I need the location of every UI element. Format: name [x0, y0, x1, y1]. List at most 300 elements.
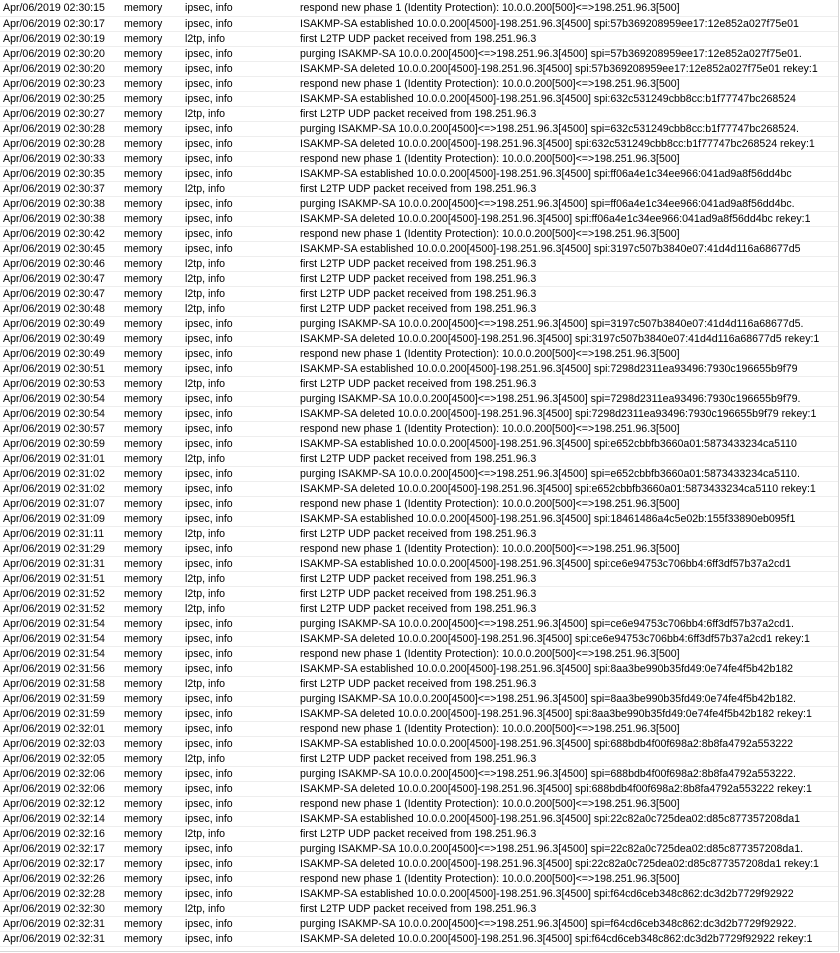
log-topics: ipsec, info [185, 423, 233, 435]
log-row[interactable] [0, 662, 838, 677]
log-topics: ipsec, info [185, 138, 233, 150]
log-buffer: memory [124, 288, 163, 300]
log-buffer: memory [124, 783, 163, 795]
log-row[interactable] [0, 242, 838, 257]
log-buffer: memory [124, 33, 163, 45]
log-time: Apr/06/2019 02:30:49 [3, 318, 105, 330]
log-time: Apr/06/2019 02:30:51 [3, 363, 105, 375]
log-time: Apr/06/2019 02:31:31 [3, 558, 105, 570]
log-message: respond new phase 1 (Identity Protection): 10.0.0.200[500]<=>198.251.96.3[500] [300, 78, 680, 90]
log-message: ISAKMP-SA deleted 10.0.0.200[4500]-198.251.96.3[4500] spi:ff06a4e1c34ee966:041ad9a8f56dd4bc rekey:1 [300, 213, 811, 225]
log-row[interactable] [0, 182, 838, 197]
log-message: first L2TP UDP packet received from 198.251.96.3 [300, 183, 537, 195]
log-topics: ipsec, info [185, 768, 233, 780]
log-topics: ipsec, info [185, 918, 233, 930]
log-time: Apr/06/2019 02:31:52 [3, 603, 105, 615]
log-time: Apr/06/2019 02:31:52 [3, 588, 105, 600]
log-buffer: memory [124, 93, 163, 105]
log-topics: ipsec, info [185, 813, 233, 825]
log-time: Apr/06/2019 02:30:59 [3, 438, 105, 450]
log-time: Apr/06/2019 02:30:17 [3, 18, 105, 30]
log-time: Apr/06/2019 02:30:20 [3, 48, 105, 60]
log-row[interactable] [0, 377, 838, 392]
log-row[interactable] [0, 812, 838, 827]
log-time: Apr/06/2019 02:32:03 [3, 738, 105, 750]
log-time: Apr/06/2019 02:32:30 [3, 903, 105, 915]
log-message: first L2TP UDP packet received from 198.251.96.3 [300, 273, 537, 285]
log-buffer: memory [124, 393, 163, 405]
log-topics: ipsec, info [185, 153, 233, 165]
log-topics: ipsec, info [185, 168, 233, 180]
log-topics: l2tp, info [185, 108, 226, 120]
log-row[interactable] [0, 902, 838, 917]
log-topics: ipsec, info [185, 558, 233, 570]
log-time: Apr/06/2019 02:31:02 [3, 468, 105, 480]
log-time: Apr/06/2019 02:31:54 [3, 633, 105, 645]
log-row[interactable] [0, 0, 838, 17]
log-time: Apr/06/2019 02:30:28 [3, 138, 105, 150]
log-topics: ipsec, info [185, 483, 233, 495]
log-row[interactable] [0, 197, 838, 212]
log-buffer: memory [124, 303, 163, 315]
log-buffer: memory [124, 858, 163, 870]
log-row[interactable] [0, 542, 838, 557]
log-time: Apr/06/2019 02:30:20 [3, 63, 105, 75]
log-time: Apr/06/2019 02:30:38 [3, 213, 105, 225]
log-message: ISAKMP-SA established 10.0.0.200[4500]-198.251.96.3[4500] spi:e652cbbfb3660a01:5873433234ca5110 [300, 438, 797, 450]
log-message: purging ISAKMP-SA 10.0.0.200[4500]<=>198.251.96.3[4500] spi=688bdb4f00f698a2:8b8fa4792a553222. [300, 768, 796, 780]
log-message: ISAKMP-SA deleted 10.0.0.200[4500]-198.251.96.3[4500] spi:632c531249cbb8cc:b1f77747bc268524 rekey:1 [300, 138, 815, 150]
log-message: ISAKMP-SA established 10.0.0.200[4500]-198.251.96.3[4500] spi:ce6e94753c706bb4:6ff3df57b37a2cd1 [300, 558, 792, 570]
log-buffer: memory [124, 423, 163, 435]
log-message: first L2TP UDP packet received from 198.251.96.3 [300, 828, 537, 840]
log-row[interactable] [0, 512, 838, 527]
log-buffer: memory [124, 828, 163, 840]
log-buffer: memory [124, 78, 163, 90]
log-time: Apr/06/2019 02:31:11 [3, 528, 105, 540]
log-buffer: memory [124, 258, 163, 270]
log-topics: ipsec, info [185, 123, 233, 135]
log-topics: l2tp, info [185, 33, 226, 45]
log-topics: l2tp, info [185, 753, 226, 765]
log-buffer: memory [124, 198, 163, 210]
log-topics: l2tp, info [185, 183, 226, 195]
log-time: Apr/06/2019 02:32:14 [3, 813, 105, 825]
log-topics: ipsec, info [185, 213, 233, 225]
log-message: respond new phase 1 (Identity Protection): 10.0.0.200[500]<=>198.251.96.3[500] [300, 348, 680, 360]
log-row[interactable] [0, 497, 838, 512]
log-row[interactable] [0, 92, 838, 107]
log-message: first L2TP UDP packet received from 198.251.96.3 [300, 108, 537, 120]
log-row[interactable] [0, 917, 838, 932]
log-buffer: memory [124, 873, 163, 885]
log-message: ISAKMP-SA established 10.0.0.200[4500]-198.251.96.3[4500] spi:7298d2311ea93496:7930c196655b9f79 [300, 363, 798, 375]
log-buffer: memory [124, 138, 163, 150]
log-row[interactable] [0, 482, 838, 497]
log-topics: ipsec, info [185, 468, 233, 480]
log-row[interactable] [0, 602, 838, 617]
log-topics: l2tp, info [185, 903, 226, 915]
log-topics: ipsec, info [185, 783, 233, 795]
log-time: Apr/06/2019 02:30:19 [3, 33, 105, 45]
log-row[interactable] [0, 467, 838, 482]
log-topics: ipsec, info [185, 93, 233, 105]
log-message: purging ISAKMP-SA 10.0.0.200[4500]<=>198.251.96.3[4500] spi=ce6e94753c706bb4:6ff3df57b37a2cd1. [300, 618, 795, 630]
log-topics: l2tp, info [185, 453, 226, 465]
log-buffer: memory [124, 588, 163, 600]
log-time: Apr/06/2019 02:30:28 [3, 123, 105, 135]
log-buffer: memory [124, 633, 163, 645]
log-row[interactable] [0, 407, 838, 422]
log-message: purging ISAKMP-SA 10.0.0.200[4500]<=>198.251.96.3[4500] spi=632c531249cbb8cc:b1f77747bc268524. [300, 123, 799, 135]
log-row[interactable] [0, 317, 838, 332]
log-time: Apr/06/2019 02:30:38 [3, 198, 105, 210]
log-time: Apr/06/2019 02:30:53 [3, 378, 105, 390]
log-message: purging ISAKMP-SA 10.0.0.200[4500]<=>198.251.96.3[4500] spi=e652cbbfb3660a01:5873433234ca5110. [300, 468, 800, 480]
log-message: first L2TP UDP packet received from 198.251.96.3 [300, 603, 537, 615]
log-row[interactable] [0, 212, 838, 227]
log-buffer: memory [124, 273, 163, 285]
log-message: first L2TP UDP packet received from 198.251.96.3 [300, 588, 537, 600]
log-buffer: memory [124, 648, 163, 660]
log-buffer: memory [124, 408, 163, 420]
log-message: ISAKMP-SA established 10.0.0.200[4500]-198.251.96.3[4500] spi:632c531249cbb8cc:b1f77747bc268524 [300, 93, 796, 105]
log-time: Apr/06/2019 02:31:59 [3, 693, 105, 705]
log-message: first L2TP UDP packet received from 198.251.96.3 [300, 528, 537, 540]
log-buffer: memory [124, 603, 163, 615]
log-time: Apr/06/2019 02:30:45 [3, 243, 105, 255]
log-time: Apr/06/2019 02:30:15 [3, 2, 105, 14]
log-buffer: memory [124, 738, 163, 750]
log-time: Apr/06/2019 02:30:42 [3, 228, 105, 240]
log-row[interactable] [0, 332, 838, 347]
log-message: first L2TP UDP packet received from 198.251.96.3 [300, 753, 537, 765]
log-message: respond new phase 1 (Identity Protection): 10.0.0.200[500]<=>198.251.96.3[500] [300, 153, 680, 165]
log-message: purging ISAKMP-SA 10.0.0.200[4500]<=>198.251.96.3[4500] spi=7298d2311ea93496:7930c196655b9f79. [300, 393, 801, 405]
log-row[interactable] [0, 647, 838, 662]
log-row[interactable] [0, 572, 838, 587]
log-row[interactable] [0, 842, 838, 857]
log-topics: ipsec, info [185, 648, 233, 660]
log-row[interactable] [0, 827, 838, 842]
log-topics: ipsec, info [185, 63, 233, 75]
log-time: Apr/06/2019 02:32:17 [3, 858, 105, 870]
log-topics: ipsec, info [185, 858, 233, 870]
log-buffer: memory [124, 573, 163, 585]
log-time: Apr/06/2019 02:30:54 [3, 408, 105, 420]
log-buffer: memory [124, 708, 163, 720]
log-buffer: memory [124, 678, 163, 690]
log-message: respond new phase 1 (Identity Protection): 10.0.0.200[500]<=>198.251.96.3[500] [300, 648, 680, 660]
log-topics: ipsec, info [185, 408, 233, 420]
log-row[interactable] [0, 362, 838, 377]
log-buffer: memory [124, 348, 163, 360]
log-time: Apr/06/2019 02:31:29 [3, 543, 105, 555]
log-message: respond new phase 1 (Identity Protection): 10.0.0.200[500]<=>198.251.96.3[500] [300, 723, 680, 735]
log-time: Apr/06/2019 02:30:25 [3, 93, 105, 105]
log-message: ISAKMP-SA established 10.0.0.200[4500]-198.251.96.3[4500] spi:688bdb4f00f698a2:8b8fa4792a553222 [300, 738, 794, 750]
log-message: ISAKMP-SA deleted 10.0.0.200[4500]-198.251.96.3[4500] spi:688bdb4f00f698a2:8b8fa4792a553222 rekey:1 [300, 783, 812, 795]
log-message: purging ISAKMP-SA 10.0.0.200[4500]<=>198.251.96.3[4500] spi=8aa3be990b35fd49:0e74fe4f5b42b182. [300, 693, 796, 705]
log-buffer: memory [124, 2, 163, 14]
log-message: respond new phase 1 (Identity Protection): 10.0.0.200[500]<=>198.251.96.3[500] [300, 798, 680, 810]
log-buffer: memory [124, 123, 163, 135]
log-time: Apr/06/2019 02:31:07 [3, 498, 105, 510]
log-row[interactable] [0, 152, 838, 167]
log-buffer: memory [124, 243, 163, 255]
log-message: purging ISAKMP-SA 10.0.0.200[4500]<=>198.251.96.3[4500] spi=ff06a4e1c34ee966:041ad9a8f56dd4bc. [300, 198, 795, 210]
log-message: ISAKMP-SA established 10.0.0.200[4500]-198.251.96.3[4500] spi:57b369208959ee17:12e852a027f75e01 [300, 18, 799, 30]
log-time: Apr/06/2019 02:31:01 [3, 453, 105, 465]
log-buffer: memory [124, 318, 163, 330]
log-row[interactable] [0, 587, 838, 602]
log-topics: ipsec, info [185, 78, 233, 90]
log-buffer: memory [124, 618, 163, 630]
log-time: Apr/06/2019 02:31:58 [3, 678, 105, 690]
log-message: ISAKMP-SA established 10.0.0.200[4500]-198.251.96.3[4500] spi:ff06a4e1c34ee966:041ad9a8f56dd4bc [300, 168, 792, 180]
log-message: ISAKMP-SA established 10.0.0.200[4500]-198.251.96.3[4500] spi:3197c507b3840e07:41d4d116a68677d5 [300, 243, 801, 255]
log-topics: ipsec, info [185, 228, 233, 240]
log-message: ISAKMP-SA deleted 10.0.0.200[4500]-198.251.96.3[4500] spi:8aa3be990b35fd49:0e74fe4f5b42b182 rekey:1 [300, 708, 812, 720]
log-row[interactable] [0, 422, 838, 437]
log-message: ISAKMP-SA established 10.0.0.200[4500]-198.251.96.3[4500] spi:8aa3be990b35fd49:0e74fe4f5b42b182 [300, 663, 794, 675]
log-buffer: memory [124, 228, 163, 240]
log-message: first L2TP UDP packet received from 198.251.96.3 [300, 378, 537, 390]
log-topics: ipsec, info [185, 543, 233, 555]
log-time: Apr/06/2019 02:32:01 [3, 723, 105, 735]
log-time: Apr/06/2019 02:30:46 [3, 258, 105, 270]
log-buffer: memory [124, 63, 163, 75]
log-buffer: memory [124, 768, 163, 780]
log-buffer: memory [124, 468, 163, 480]
log-row[interactable] [0, 617, 838, 632]
log-buffer: memory [124, 513, 163, 525]
log-time: Apr/06/2019 02:30:35 [3, 168, 105, 180]
log-row[interactable] [0, 347, 838, 362]
log-buffer: memory [124, 213, 163, 225]
log-time: Apr/06/2019 02:32:28 [3, 888, 105, 900]
log-topics: ipsec, info [185, 798, 233, 810]
log-row[interactable] [0, 137, 838, 152]
log-topics: ipsec, info [185, 48, 233, 60]
log-topics: l2tp, info [185, 378, 226, 390]
log-row[interactable] [0, 692, 838, 707]
log-message: first L2TP UDP packet received from 198.251.96.3 [300, 303, 537, 315]
log-row[interactable] [0, 122, 838, 137]
log-row[interactable] [0, 47, 838, 62]
log-time: Apr/06/2019 02:30:54 [3, 393, 105, 405]
log-message: respond new phase 1 (Identity Protection): 10.0.0.200[500]<=>198.251.96.3[500] [300, 2, 680, 14]
log-message: first L2TP UDP packet received from 198.251.96.3 [300, 288, 537, 300]
log-buffer: memory [124, 558, 163, 570]
log-topics: ipsec, info [185, 723, 233, 735]
log-row[interactable] [0, 557, 838, 572]
log-row[interactable] [0, 287, 838, 302]
log-topics: ipsec, info [185, 843, 233, 855]
log-message: purging ISAKMP-SA 10.0.0.200[4500]<=>198.251.96.3[4500] spi=22c82a0c725dea02:d85c877357208da1. [300, 843, 804, 855]
log-row[interactable] [0, 737, 838, 752]
log-message: first L2TP UDP packet received from 198.251.96.3 [300, 678, 537, 690]
log-row[interactable] [0, 272, 838, 287]
log-row[interactable] [0, 707, 838, 722]
log-time: Apr/06/2019 02:30:47 [3, 288, 105, 300]
log-topics: ipsec, info [185, 333, 233, 345]
log-row[interactable] [0, 77, 838, 92]
log-message: first L2TP UDP packet received from 198.251.96.3 [300, 903, 537, 915]
log-row[interactable] [0, 677, 838, 692]
log-time: Apr/06/2019 02:30:48 [3, 303, 105, 315]
log-topics: ipsec, info [185, 363, 233, 375]
log-buffer: memory [124, 753, 163, 765]
log-time: Apr/06/2019 02:30:47 [3, 273, 105, 285]
log-topics: ipsec, info [185, 198, 233, 210]
log-message: ISAKMP-SA deleted 10.0.0.200[4500]-198.251.96.3[4500] spi:ce6e94753c706bb4:6ff3df57b37a2cd1 rekey:1 [300, 633, 810, 645]
log-buffer: memory [124, 663, 163, 675]
log-row[interactable] [0, 632, 838, 647]
log-row[interactable] [0, 872, 838, 887]
log-topics: ipsec, info [185, 348, 233, 360]
log-time: Apr/06/2019 02:32:06 [3, 783, 105, 795]
log-buffer: memory [124, 18, 163, 30]
log-time: Apr/06/2019 02:30:37 [3, 183, 105, 195]
log-row[interactable] [0, 302, 838, 317]
log-row[interactable] [0, 767, 838, 782]
log-row[interactable] [0, 392, 838, 407]
log-topics: l2tp, info [185, 603, 226, 615]
log-message: ISAKMP-SA deleted 10.0.0.200[4500]-198.251.96.3[4500] spi:3197c507b3840e07:41d4d116a68677d5 rekey:1 [300, 333, 820, 345]
log-buffer: memory [124, 798, 163, 810]
log-time: Apr/06/2019 02:31:59 [3, 708, 105, 720]
log-buffer: memory [124, 693, 163, 705]
log-row[interactable] [0, 257, 838, 272]
log-topics: l2tp, info [185, 303, 226, 315]
log-time: Apr/06/2019 02:32:31 [3, 933, 105, 945]
log-buffer: memory [124, 153, 163, 165]
log-topics: l2tp, info [185, 288, 226, 300]
log-topics: l2tp, info [185, 828, 226, 840]
log-topics: ipsec, info [185, 618, 233, 630]
log-time: Apr/06/2019 02:32:26 [3, 873, 105, 885]
log-time: Apr/06/2019 02:30:33 [3, 153, 105, 165]
log-message: respond new phase 1 (Identity Protection): 10.0.0.200[500]<=>198.251.96.3[500] [300, 228, 680, 240]
log-row[interactable] [0, 722, 838, 737]
log-buffer: memory [124, 363, 163, 375]
log-time: Apr/06/2019 02:31:09 [3, 513, 105, 525]
log-topics: ipsec, info [185, 498, 233, 510]
log-row[interactable] [0, 32, 838, 47]
log-buffer: memory [124, 918, 163, 930]
log-row[interactable] [0, 17, 838, 32]
log-buffer: memory [124, 543, 163, 555]
log-row[interactable] [0, 782, 838, 797]
log-message: ISAKMP-SA established 10.0.0.200[4500]-198.251.96.3[4500] spi:18461486a4c5e02b:155f33890eb095f1 [300, 513, 796, 525]
log-topics: l2tp, info [185, 273, 226, 285]
log-message: respond new phase 1 (Identity Protection): 10.0.0.200[500]<=>198.251.96.3[500] [300, 423, 680, 435]
log-buffer: memory [124, 168, 163, 180]
log-row[interactable] [0, 887, 838, 902]
log-message: respond new phase 1 (Identity Protection): 10.0.0.200[500]<=>198.251.96.3[500] [300, 873, 680, 885]
log-row[interactable] [0, 227, 838, 242]
log-time: Apr/06/2019 02:32:31 [3, 918, 105, 930]
log-message: first L2TP UDP packet received from 198.251.96.3 [300, 33, 537, 45]
log-buffer: memory [124, 843, 163, 855]
log-buffer: memory [124, 498, 163, 510]
log-message: first L2TP UDP packet received from 198.251.96.3 [300, 258, 537, 270]
log-buffer: memory [124, 438, 163, 450]
log-buffer: memory [124, 48, 163, 60]
log-message: purging ISAKMP-SA 10.0.0.200[4500]<=>198.251.96.3[4500] spi=f64cd6ceb348c862:dc3d2b7729f92922. [300, 918, 797, 930]
log-time: Apr/06/2019 02:32:05 [3, 753, 105, 765]
log-message: ISAKMP-SA deleted 10.0.0.200[4500]-198.251.96.3[4500] spi:57b369208959ee17:12e852a027f75e01 rekey:1 [300, 63, 818, 75]
log-row[interactable] [0, 107, 838, 122]
log-row[interactable] [0, 527, 838, 542]
log-buffer: memory [124, 933, 163, 945]
log-message: purging ISAKMP-SA 10.0.0.200[4500]<=>198.251.96.3[4500] spi=3197c507b3840e07:41d4d116a68677d5. [300, 318, 804, 330]
log-buffer: memory [124, 108, 163, 120]
log-row[interactable] [0, 167, 838, 182]
log-topics: ipsec, info [185, 633, 233, 645]
log-buffer: memory [124, 483, 163, 495]
log-topics: ipsec, info [185, 708, 233, 720]
log-buffer: memory [124, 903, 163, 915]
log-row[interactable] [0, 452, 838, 467]
log-time: Apr/06/2019 02:31:02 [3, 483, 105, 495]
log-topics: l2tp, info [185, 588, 226, 600]
log-topics: l2tp, info [185, 528, 226, 540]
log-topics: l2tp, info [185, 258, 226, 270]
log-time: Apr/06/2019 02:32:16 [3, 828, 105, 840]
log-message: ISAKMP-SA deleted 10.0.0.200[4500]-198.251.96.3[4500] spi:f64cd6ceb348c862:dc3d2b7729f92922 rekey:1 [300, 933, 813, 945]
log-topics: ipsec, info [185, 873, 233, 885]
log-topics: ipsec, info [185, 243, 233, 255]
log-time: Apr/06/2019 02:30:27 [3, 108, 105, 120]
log-time: Apr/06/2019 02:30:23 [3, 78, 105, 90]
log-buffer: memory [124, 528, 163, 540]
log-topics: ipsec, info [185, 393, 233, 405]
log-row[interactable] [0, 932, 838, 947]
log-topics: ipsec, info [185, 513, 233, 525]
log-time: Apr/06/2019 02:30:57 [3, 423, 105, 435]
log-message: ISAKMP-SA established 10.0.0.200[4500]-198.251.96.3[4500] spi:22c82a0c725dea02:d85c877357208da1 [300, 813, 801, 825]
log-buffer: memory [124, 723, 163, 735]
log-time: Apr/06/2019 02:31:54 [3, 648, 105, 660]
log-message: respond new phase 1 (Identity Protection): 10.0.0.200[500]<=>198.251.96.3[500] [300, 543, 680, 555]
log-message: purging ISAKMP-SA 10.0.0.200[4500]<=>198.251.96.3[4500] spi=57b369208959ee17:12e852a027f75e01. [300, 48, 802, 60]
log-message: ISAKMP-SA established 10.0.0.200[4500]-198.251.96.3[4500] spi:f64cd6ceb348c862:dc3d2b7729f92922 [300, 888, 794, 900]
log-row[interactable] [0, 797, 838, 812]
log-buffer: memory [124, 888, 163, 900]
log-row[interactable] [0, 752, 838, 767]
log-time: Apr/06/2019 02:30:49 [3, 348, 105, 360]
log-row[interactable] [0, 857, 838, 872]
log-message: first L2TP UDP packet received from 198.251.96.3 [300, 573, 537, 585]
log-topics: ipsec, info [185, 438, 233, 450]
log-buffer: memory [124, 813, 163, 825]
log-row[interactable] [0, 437, 838, 452]
log-topics: ipsec, info [185, 738, 233, 750]
log-row[interactable] [0, 62, 838, 77]
log-buffer: memory [124, 183, 163, 195]
log-topics: ipsec, info [185, 888, 233, 900]
log-message: ISAKMP-SA deleted 10.0.0.200[4500]-198.251.96.3[4500] spi:7298d2311ea93496:7930c196655b9f79 rekey:1 [300, 408, 817, 420]
log-message: ISAKMP-SA deleted 10.0.0.200[4500]-198.251.96.3[4500] spi:e652cbbfb3660a01:5873433234ca5110 rekey:1 [300, 483, 816, 495]
log-time: Apr/06/2019 02:30:49 [3, 333, 105, 345]
log-time: Apr/06/2019 02:31:56 [3, 663, 105, 675]
log-topics: ipsec, info [185, 318, 233, 330]
log-topics: l2tp, info [185, 573, 226, 585]
log-topics: ipsec, info [185, 933, 233, 945]
log-topics: ipsec, info [185, 693, 233, 705]
